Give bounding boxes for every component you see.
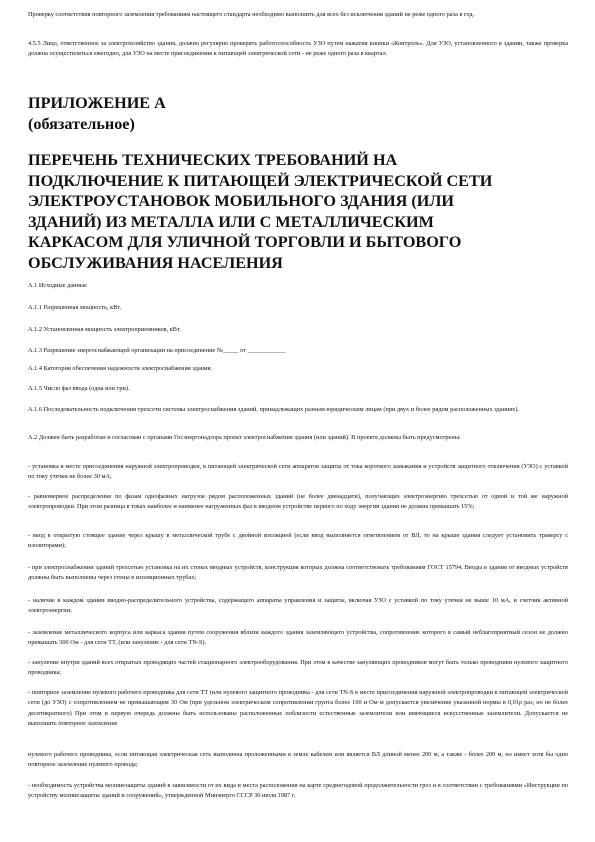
bullet-item: нулевого рабочего проводника, если питающая электрическая сеть выполнена проложенными в земле кабелем или является ВЛ длиной менее 200 м, а также - более 200 м, но имеет хотя бы одно повторное заземление нулевого провода; — [28, 751, 568, 769]
bullet-item: - заземление металлического корпуса или каркаса здания путем сооружения вблизи каждого здания заземляющего устройства, сопротивление которого в самый неблагоприятный сезон не должно превышать 300 Ом - для сети ТТ, (или зануление - для сети TN-S). — [28, 629, 568, 647]
bullet-item: - равномерное распределение по фазам однофазных нагрузок рядом расположенных зданий (не более двенадцати), получающих электроэнергию трехсетью от одной и той же наружной электропроводки. При этом разница в токах наиболее и наименее нагруженных фаз в вводном устройстве первого по ходу энергии здания не должна превышать 15%; — [28, 493, 568, 511]
bullet-item: - ввод в открытую стоящее здание через крышу в металлической трубе с двойной изоляцией (если ввод выполняется ответвлением от ВЛ, то на крыше здания следует установить траверсу с изоляторами); — [28, 532, 568, 550]
item-a1-2: А.1.2 Установленная мощность электроприемников, кВт. — [28, 326, 181, 333]
intro-paragraph-1: Проверку соответствия повторного заземления требованиям настоящего стандарта необходимо выполнить для всех без исключения зданий не реже одного раза в год. — [28, 11, 475, 18]
bullet-item: - установка в месте присоединения наружной электропроводки, к питающей электрической сети аппаратов защиты от тока короткого замыкания и устройств защитного отключения (УЗО) с уставкой по току утечки не более 30 мА; — [28, 463, 568, 481]
item-a1-6: А.1.6 Последовательность подключения трехсети системы электроснабжения зданий, принадлежащих разным юридическим лицам (при двух и более рядом расположенных зданиях). — [28, 406, 519, 413]
annex-title-line-2: (обязательное) — [28, 114, 135, 133]
item-a1-5: А.1.5 Число фаз ввода (одна или три). — [28, 385, 130, 392]
annex-heading-line-6: ОБСЛУЖИВАНИЯ НАСЕЛЕНИЯ — [28, 253, 283, 272]
bullet-item: - при электроснабжении зданий трехсетью установка на их стенах вводных устройств, конструкция которых должна соответствовать требованиям ГОСТ 15794. Вводы в здания от вводных устройств должны быть выполнены через стены в изоляционных трубах; — [28, 564, 568, 582]
item-a2: А.2 Должен быть разработан и согласован с органами Госэнергонадзора проект электроснабжения здания (или зданий). В проекте должны быть предусмотрены: — [28, 434, 461, 441]
bullet-item: - необходимость устройства молниезащиты зданий в зависимости от их вида и места расположения на карте среднегодовой продолжительности гроз и в соответствии с требованиями «Инструкции по устройству молниезащиты зданий и сооружений», утвержденной Минэнерго СССР 30 июля 1987 г. — [28, 782, 568, 800]
bullet-item: - зануление внутри зданий всех открытых проводящих частей стационарного электрооборудования. При этом в качестве зануляющих проводников могут быть только проводники нулевого защитного проводника; — [28, 659, 568, 677]
item-a1-3: А.1.3 Разрешение энергоснабжающей организации на присоединение №_____ от ____________ — [28, 347, 286, 354]
item-a1-4: А.1.4 Категория обеспечения надежности электроснабжения здания. — [28, 365, 212, 372]
bullet-item: - наличие в каждом здании вводно-распределительного устройства, содержащего аппараты управления и защиты, включая УЗО с уставкой по току утечки не выше 10 мА, и счетчик активной электроэнергии; — [28, 597, 568, 615]
annex-heading-line-4: ЗДАНИЙ) ИЗ МЕТАЛЛА ИЛИ С МЕТАЛЛИЧЕСКИМ — [28, 212, 434, 231]
annex-heading-line-3: ЭЛЕКТРОУСТАНОВОК МОБИЛЬНОГО ЗДАНИЯ (ИЛИ — [28, 192, 455, 210]
annex-heading — [28, 150, 568, 273]
annex-title — [28, 93, 568, 134]
annex-heading-line-2: ПОДКЛЮЧЕНИЕ К ПИТАЮЩЕЙ ЭЛЕКТРИЧЕСКОЙ СЕТИ — [28, 171, 493, 190]
bullet-item: - повторное заземление нулевого рабочего проводника для сети ТТ (или нулевого защитного проводника - для сети TN-S в месте присоединения наружной электропроводки к питающей электрической сети (до УЗО) с сопротивлением не превышающим 30 Ом (при удельном электрическом сопротивлении грунта более 100 и Ом·м допускается увеличение указанной нормы в 0,01ρ раз, но не более десятикратного) При этом в первую очередь должны быть использованы расположенные поблизости естественные заземлители или имеющиеся искусственные заземлители. Допускается не выполнять повторное заземление — [28, 689, 568, 728]
intro-paragraph-2: 4.5.5 Лицо, ответственное за электрохозяйство здания, должно регулярно проверять работоспособность УЗО путем нажатия кнопки «Контроль». Для УЗО, установленного в здании, также проверка должна осуществляться ежегодно, для УЗО на месте присоединения к питающей электрической сети - не реже одного раза в квартал. — [28, 40, 568, 58]
item-a1-1: А.1.1 Разрешенная мощность, кВт. — [28, 304, 122, 311]
annex-heading-line-1: ПЕРЕЧЕНЬ ТЕХНИЧЕСКИХ ТРЕБОВАНИЙ НА — [28, 151, 398, 169]
item-a1: А.1 Исходные данные — [28, 282, 87, 289]
annex-title-line-1: ПРИЛОЖЕНИЕ А — [28, 94, 166, 112]
annex-heading-line-5: КАРКАСОМ ДЛЯ УЛИЧНОЙ ТОРГОВЛИ И БЫТОВОГО — [28, 233, 462, 251]
